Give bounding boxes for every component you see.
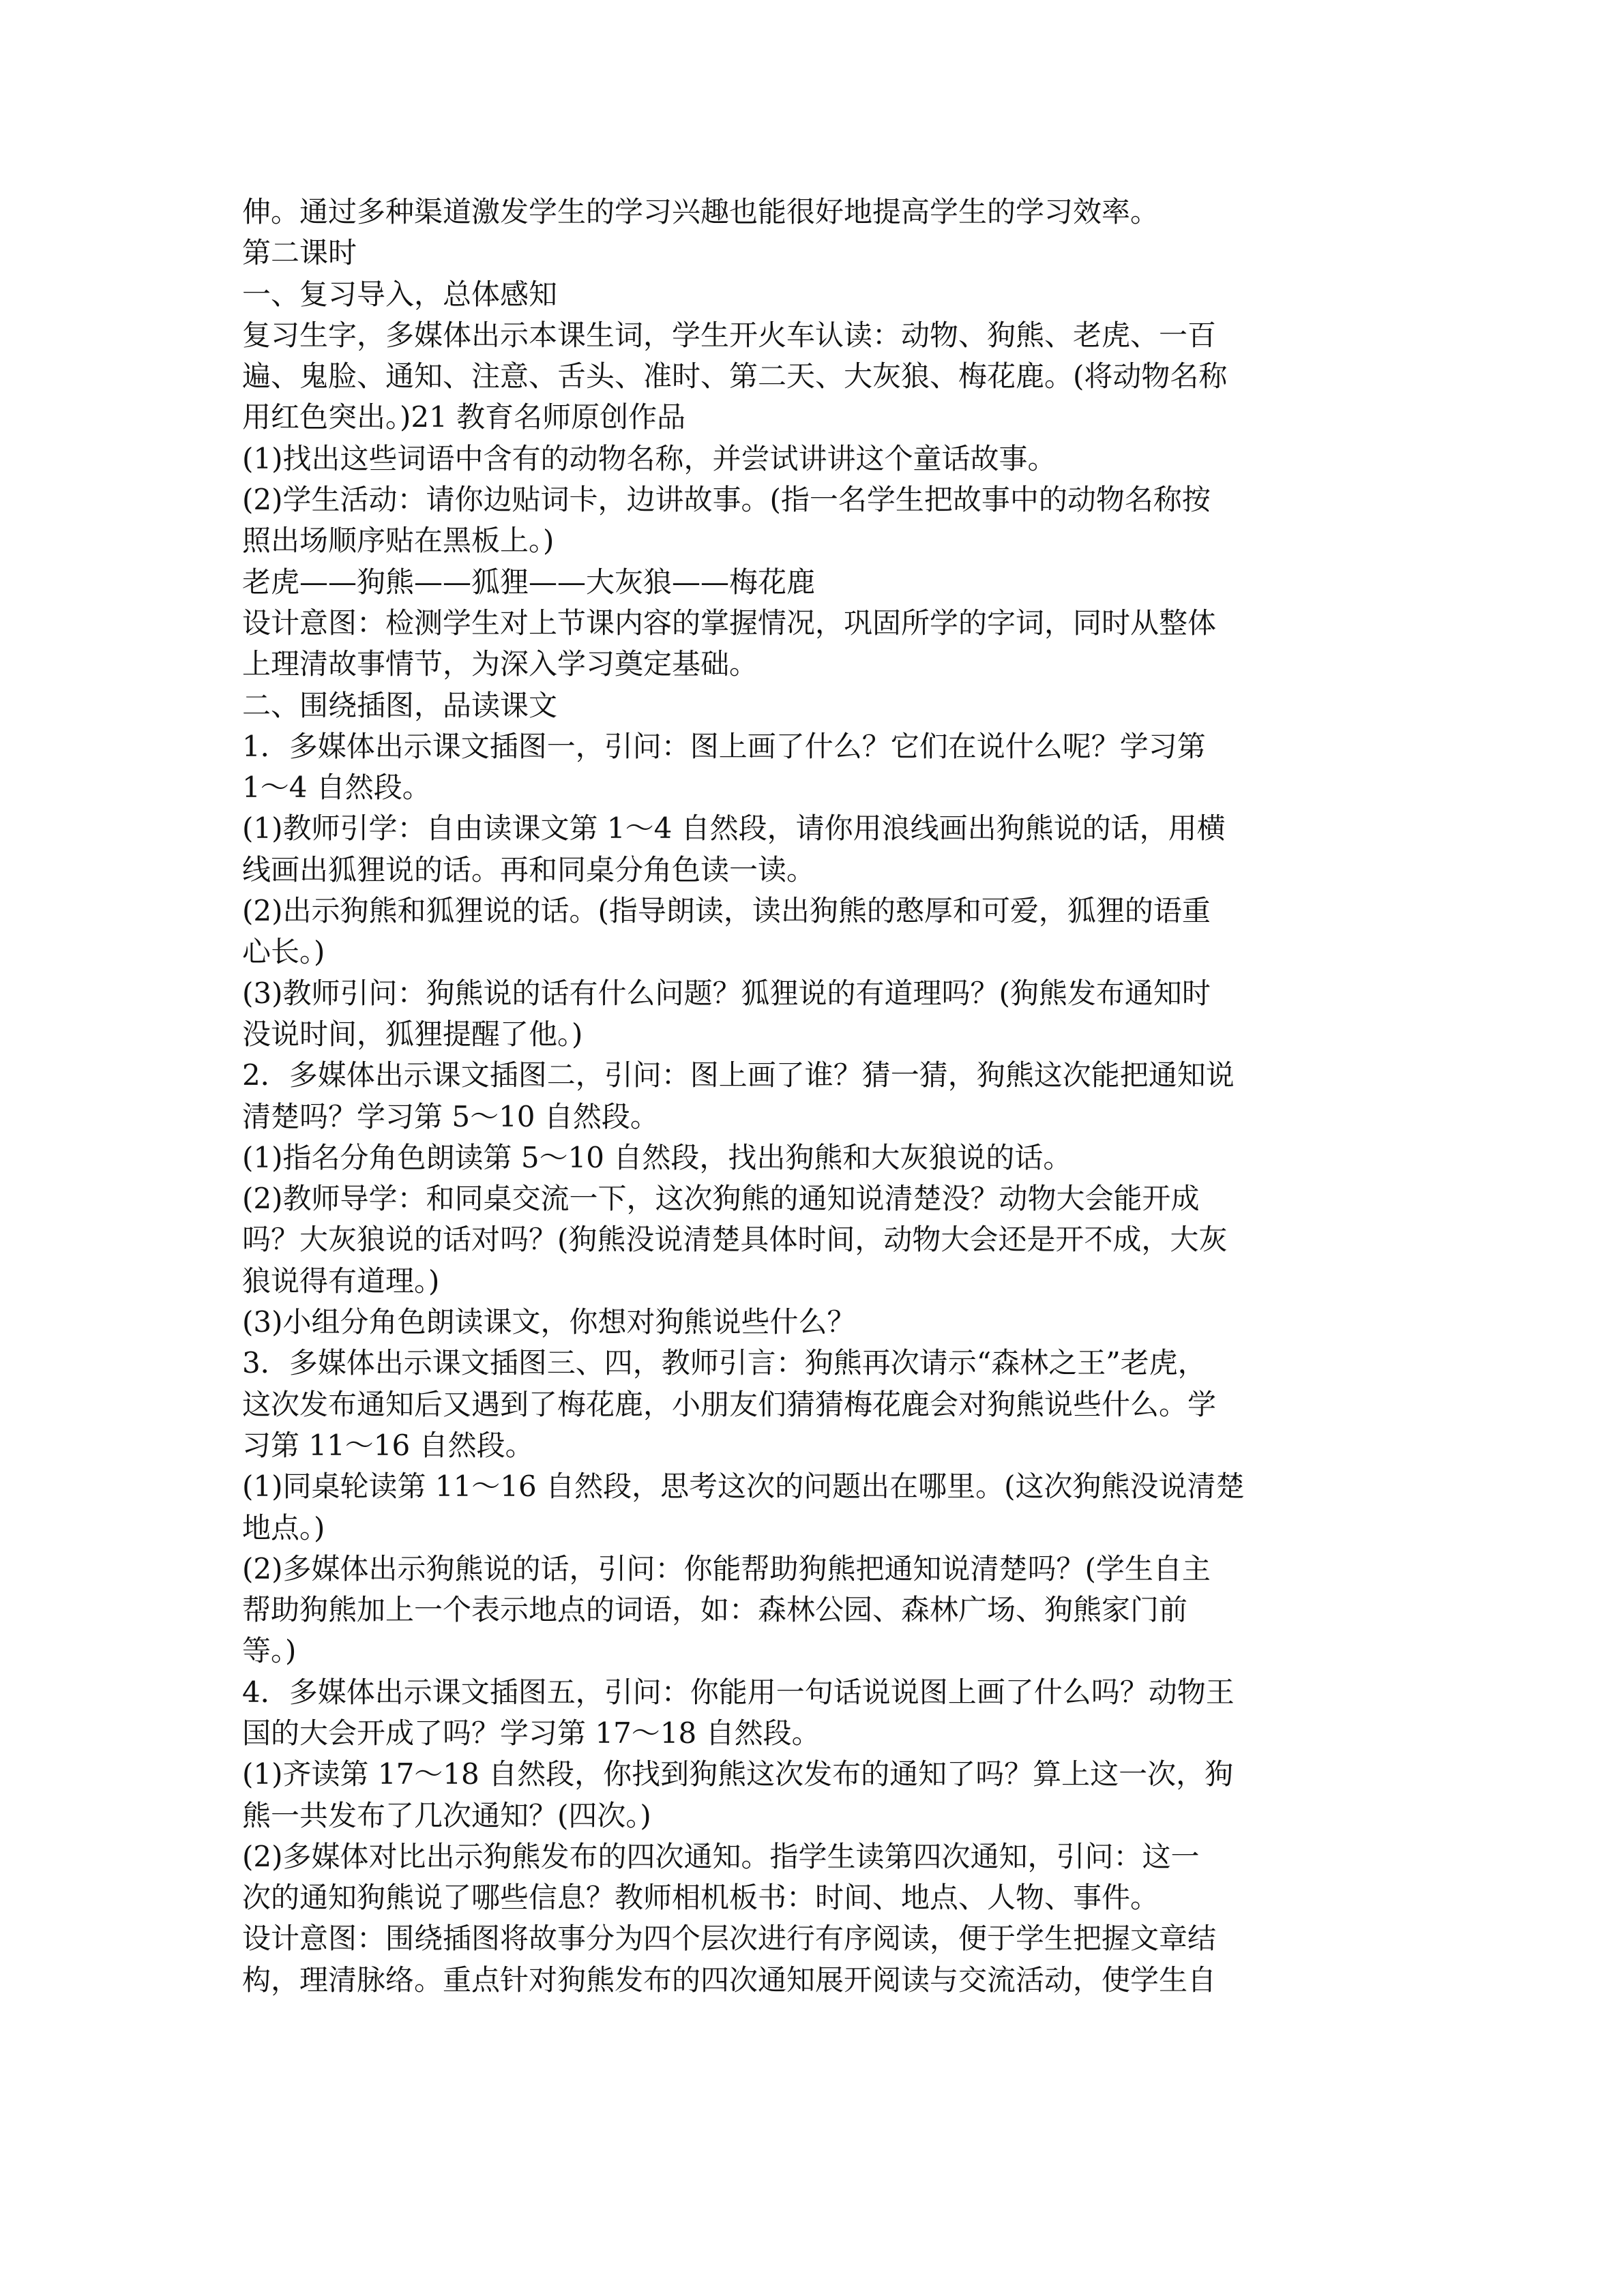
- text-line: 地点。): [242, 1510, 325, 1545]
- text-line: 没说时间，狐狸提醒了他。): [242, 1017, 583, 1051]
- text-line: (2)多媒体出示狗熊说的话，引问：你能帮助狗熊把通知说清楚吗？(学生自主: [242, 1551, 1211, 1585]
- text-line: 上理清故事情节，为深入学习奠定基础。: [242, 647, 758, 681]
- text-line: 熊一共发布了几次通知？(四次。): [242, 1798, 651, 1832]
- text-line: 1．多媒体出示课文插图一，引问：图上画了什么？它们在说什么呢？学习第: [242, 729, 1206, 763]
- text-line: (1)指名分角色朗读第 5～10 自然段，找出狗熊和大灰狼说的话。: [242, 1140, 1072, 1174]
- text-line: (3)小组分角色朗读课文，你想对狗熊说些什么？: [242, 1305, 856, 1339]
- text-line: 1～4 自然段。: [242, 771, 431, 805]
- text-line: (1)找出这些词语中含有的动物名称，并尝试讲讲这个童话故事。: [242, 441, 1057, 475]
- text-line: 狼说得有道理。): [242, 1264, 440, 1298]
- section-heading: 第二课时: [242, 236, 357, 270]
- text-line: (2)学生活动：请你边贴词卡，边讲故事。(指一名学生把故事中的动物名称按: [242, 483, 1211, 517]
- text-line: (2)多媒体对比出示狗熊发布的四次通知。指学生读第四次通知，引问：这一: [242, 1839, 1200, 1873]
- text-line: 国的大会开成了吗？学习第 17～18 自然段。: [242, 1716, 821, 1750]
- text-line: 线画出狐狸说的话。再和同桌分角色读一读。: [242, 852, 816, 886]
- text-line: 伸。通过多种渠道激发学生的学习兴趣也能很好地提高学生的学习效率。: [242, 195, 1160, 228]
- text-line: 这次发布通知后又遇到了梅花鹿，小朋友们猜猜梅花鹿会对狗熊说些什么。学: [242, 1387, 1217, 1421]
- document-body: [242, 192, 1381, 2001]
- text-line: 次的通知狗熊说了哪些信息？教师相机板书：时间、地点、人物、事件。: [242, 1881, 1160, 1915]
- text-line: 帮助狗熊加上一个表示地点的词语，如：森林公园、森林广场、狗熊家门前: [242, 1593, 1188, 1627]
- text-line: (1)同桌轮读第 11～16 自然段，思考这次的问题出在哪里。(这次狗熊没说清楚: [242, 1470, 1245, 1504]
- text-line: 2．多媒体出示课文插图二，引问：图上画了谁？猜一猜，狗熊这次能把通知说: [242, 1058, 1235, 1092]
- text-line: 遍、鬼脸、通知、注意、舌头、准时、第二天、大灰狼、梅花鹿。(将动物名称: [242, 359, 1228, 393]
- text-line: 清楚吗？学习第 5～10 自然段。: [242, 1099, 659, 1133]
- text-line: 用红色突出。)21 教育名师原创作品: [242, 400, 686, 434]
- text-line: 吗？大灰狼说的话对吗？(狗熊没说清楚具体时间，动物大会还是开不成，大灰: [242, 1223, 1228, 1257]
- text-line: (2)出示狗熊和狐狸说的话。(指导朗读，读出狗熊的憨厚和可爱，狐狸的语重: [242, 894, 1211, 928]
- text-line: 等。): [242, 1634, 297, 1668]
- text-line: (2)教师导学：和同桌交流一下，这次狗熊的通知说清楚没？动物大会能开成: [242, 1182, 1200, 1216]
- text-line: (1)教师引学：自由读课文第 1～4 自然段，请你用浪线画出狗熊说的话，用横: [242, 811, 1226, 846]
- text-line: 设计意图：围绕插图将故事分为四个层次进行有序阅读，便于学生把握文章结: [242, 1922, 1217, 1956]
- text-line: 老虎——狗熊——狐狸——大灰狼——梅花鹿: [242, 565, 816, 599]
- text-line: 照出场顺序贴在黑板上。): [242, 524, 555, 558]
- text-line: (3)教师引问：狗熊说的话有什么问题？狐狸说的有道理吗？(狗熊发布通知时: [242, 976, 1211, 1010]
- text-line: 设计意图：检测学生对上节课内容的掌握情况，巩固所学的字词，同时从整体: [242, 606, 1217, 640]
- text-line: (1)齐读第 17～18 自然段，你找到狗熊这次发布的通知了吗？算上这一次，狗: [242, 1757, 1234, 1791]
- text-line: 3．多媒体出示课文插图三、四，教师引言：狗熊再次请示“森林之王”老虎，: [242, 1346, 1207, 1380]
- text-line: 构，理清脉络。重点针对狗熊发布的四次通知展开阅读与交流活动，使学生自: [242, 1963, 1217, 1997]
- section-heading: 二、围绕插图，品读课文: [242, 688, 558, 722]
- text-line: 习第 11～16 自然段。: [242, 1428, 534, 1462]
- text-line: 复习生字，多媒体出示本课生词，学生开火车认读：动物、狗熊、老虎、一百: [242, 318, 1217, 352]
- text-line: 心长。): [242, 935, 325, 969]
- text-line: 4．多媒体出示课文插图五，引问：你能用一句话说说图上画了什么吗？动物王: [242, 1675, 1235, 1709]
- section-heading: 一、复习导入，总体感知: [242, 277, 558, 311]
